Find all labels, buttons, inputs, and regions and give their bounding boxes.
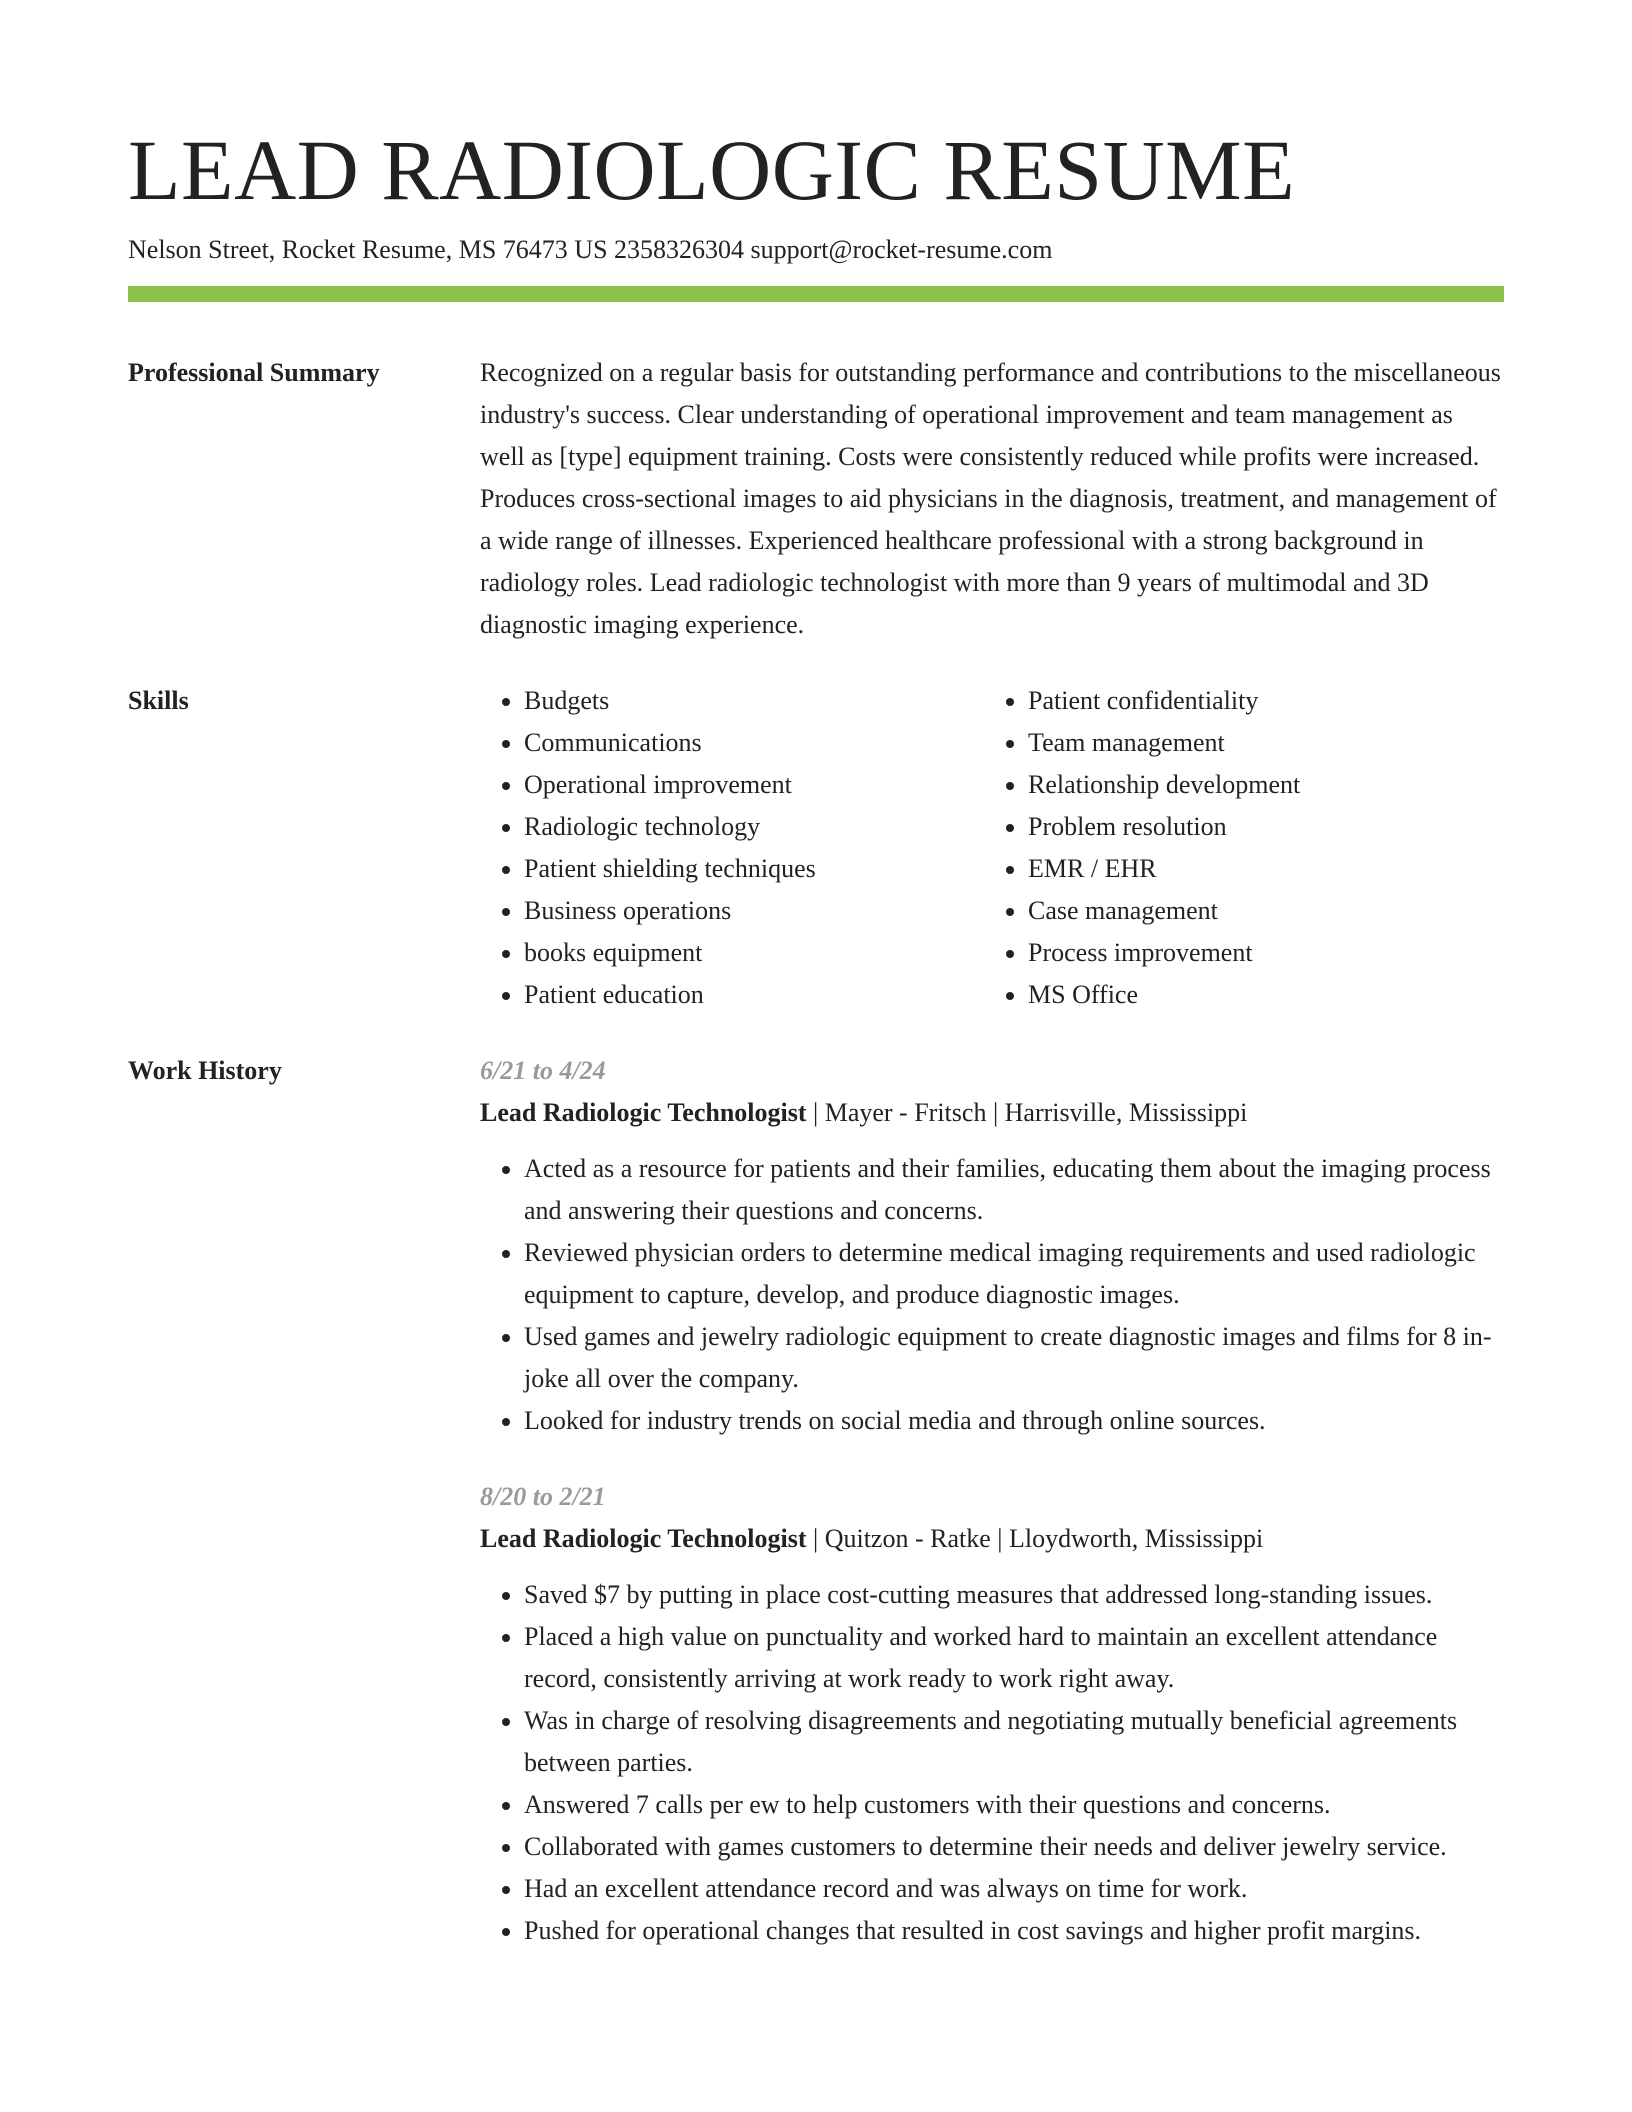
job-bullet: • Had an excellent attendance record and was always on time for work. (524, 1868, 1504, 1910)
job-details: | Mayer - Fritsch | Harrisville, Mississippi (806, 1098, 1248, 1127)
skills-list-right (984, 680, 1488, 1016)
job-bullet: • Pushed for operational changes that resulted in cost savings and higher profit margins. (524, 1910, 1504, 1952)
skill-item: • Radiologic technology (524, 806, 984, 848)
skill-item: • Business operations (524, 890, 984, 932)
header-divider (128, 286, 1504, 302)
skill-item: • Problem resolution (1028, 806, 1488, 848)
job-heading (480, 1518, 1504, 1560)
job-bullets (480, 1148, 1504, 1442)
job-dates: 6/21 to 4/24 (480, 1056, 606, 1085)
skill-item: • EMR / EHR (1028, 848, 1488, 890)
job-bullet: • Used games and jewelry radiologic equipment to create diagnostic images and films for 8 in-joke all over the company. (524, 1316, 1504, 1400)
job-bullet: • Looked for industry trends on social media and through online sources. (524, 1400, 1504, 1442)
skill-item: • MS Office (1028, 974, 1488, 1016)
skill-item: • Patient education (524, 974, 984, 1016)
skill-item: • Patient confidentiality (1028, 680, 1488, 722)
job-heading (480, 1092, 1504, 1134)
section-label-skills: Skills (128, 686, 189, 715)
resume-title: LEAD RADIOLOGIC RESUME (128, 122, 1296, 218)
skills-section (128, 680, 1504, 1016)
skill-item: • Team management (1028, 722, 1488, 764)
job-dates: 8/20 to 2/21 (480, 1482, 606, 1511)
skill-item: • Process improvement (1028, 932, 1488, 974)
job-bullet: • Saved $7 by putting in place cost-cutting measures that addressed long-standing issues. (524, 1574, 1504, 1616)
section-label-summary: Professional Summary (128, 358, 380, 387)
job-details: | Quitzon - Ratke | Lloydworth, Mississippi (806, 1524, 1264, 1553)
job-bullet: • Answered 7 calls per ew to help customers with their questions and concerns. (524, 1784, 1504, 1826)
summary-section (128, 352, 1504, 646)
job-bullet: • Was in charge of resolving disagreements and negotiating mutually beneficial agreements between parties. (524, 1700, 1504, 1784)
skill-item: • Case management (1028, 890, 1488, 932)
work-history-section (128, 1050, 1504, 1952)
skill-item: • books equipment (524, 932, 984, 974)
contact-line: Nelson Street, Rocket Resume, MS 76473 US 2358326304 support@rocket-resume.com (128, 235, 1053, 264)
job-bullet: • Reviewed physician orders to determine medical imaging requirements and used radiologic equipment to capture, develop, and produce diagnostic images. (524, 1232, 1504, 1316)
job-entry (480, 1050, 1504, 1442)
skills-list-left (480, 680, 984, 1016)
job-entry (480, 1476, 1504, 1952)
skill-item: • Communications (524, 722, 984, 764)
job-bullets (480, 1574, 1504, 1952)
section-label-work: Work History (128, 1056, 282, 1085)
job-bullet: • Placed a high value on punctuality and worked hard to maintain an excellent attendance record, consistently arriving at work ready to work right away. (524, 1616, 1504, 1700)
job-title: Lead Radiologic Technologist (480, 1524, 807, 1553)
skill-item: • Operational improvement (524, 764, 984, 806)
skill-item: • Relationship development (1028, 764, 1488, 806)
skill-item: • Patient shielding techniques (524, 848, 984, 890)
summary-text: Recognized on a regular basis for outstanding performance and contributions to the miscellaneous industry's success. Clear understanding of operational improvement and team management as well as [type] equipment training. Costs were consistently reduced while profits were increased. Produces cross-sectional images to aid physicians in the diagnosis, treatment, and management of a wide range of illnesses. Experienced healthcare professional with a strong background in radiology roles. Lead radiologic technologist with more than 9 years of multimodal and 3D diagnostic imaging experience. (480, 358, 1501, 639)
job-bullet: • Collaborated with games customers to determine their needs and deliver jewelry service. (524, 1826, 1504, 1868)
skill-item: • Budgets (524, 680, 984, 722)
job-title: Lead Radiologic Technologist (480, 1098, 807, 1127)
job-bullet: • Acted as a resource for patients and their families, educating them about the imaging process and answering their questions and concerns. (524, 1148, 1504, 1232)
